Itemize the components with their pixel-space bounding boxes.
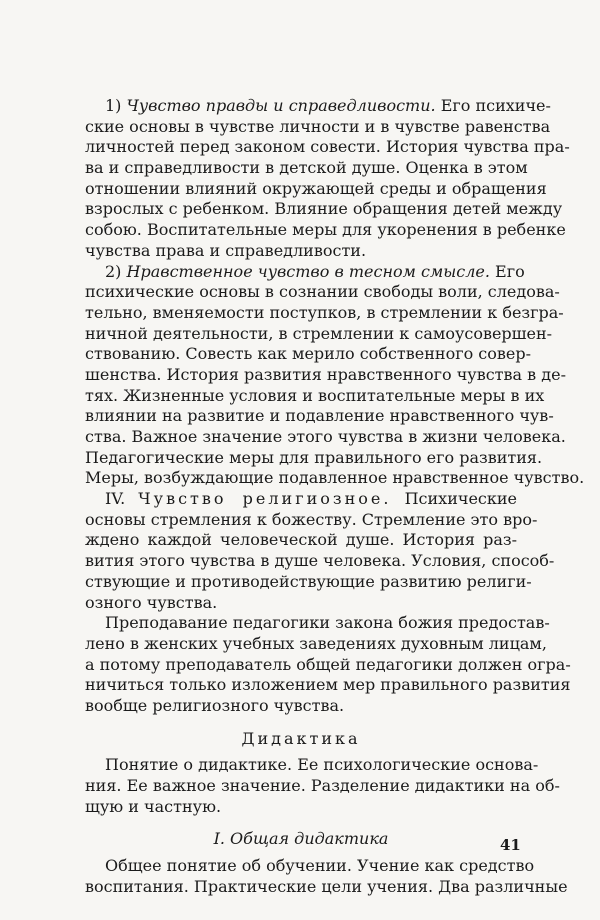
paragraph xyxy=(85,96,570,262)
text-line: влиянии на развитие и подавление нравственного чув- xyxy=(85,406,554,426)
paragraph xyxy=(85,261,585,490)
text-line: тельно, вменяемости поступков, в стремлении к безгра- xyxy=(85,302,564,322)
paragraph xyxy=(85,489,555,613)
text-line: щую и частную. xyxy=(85,796,222,816)
text-line: вообще религиозного чувства. xyxy=(85,695,345,715)
text-line: ствованию. Совесть как мерило собственного совер- xyxy=(85,344,532,364)
text-block xyxy=(85,96,585,897)
section-heading-general-didactics: I. Общая дидактика xyxy=(213,829,389,849)
text-line: чувства права и справедливости. xyxy=(85,240,367,260)
text-line: воспитания. Практические цели учения. Два различные xyxy=(85,876,568,896)
text-line: психические основы в сознании свободы воли, следова- xyxy=(85,282,560,302)
text-line: лено в женских учебных заведениях духовным лицам, xyxy=(85,633,547,653)
spacer xyxy=(85,717,517,729)
text-line: взрослых с ребенком. Влияние обращения детей между xyxy=(85,199,563,219)
text-line: шенства. История развития нравственного чувства в де- xyxy=(85,364,566,384)
text-line: ствующие и противодействующие развитию религи- xyxy=(85,571,532,591)
text-line: Общее понятие об обучении. Учение как средство xyxy=(105,856,535,876)
text-line: ва и справедливости в детской душе. Оценка в этом xyxy=(85,158,528,178)
text-line: Меры, возбуждающие подавленное нравственное чувство. xyxy=(85,468,585,488)
text-line: IV. Чувство религиозное. Психические xyxy=(105,489,518,509)
section-heading-didactics: Дидактика xyxy=(241,728,361,748)
text-line: 2) Нравственное чувство в тесном смысле. Его xyxy=(105,261,525,281)
text-line: ничной деятельности, в стремлении к самоусовершен- xyxy=(85,323,553,343)
text-line: Педагогические меры для правильного его развития. xyxy=(85,447,543,467)
text-line: ждено каждой человеческой душе. История раз- xyxy=(85,530,517,550)
text-line: Понятие о дидактике. Ее психологические основа- xyxy=(105,755,539,775)
text-line: основы стремления к божеству. Стремление это вро- xyxy=(85,509,538,529)
paragraph xyxy=(85,613,571,716)
text-line: ские основы в чувстве личности и в чувстве равенства xyxy=(85,116,551,136)
text-line: а потому преподаватель общей педагогики должен огра- xyxy=(85,654,571,674)
text-line: Преподавание педагогики закона божия предостав- xyxy=(105,613,550,633)
spacer xyxy=(85,817,517,829)
paragraph-general-didactics xyxy=(85,856,568,897)
text-line: ства. Важное значение этого чувства в жизни человека. xyxy=(85,427,566,446)
text-line: 1) Чувство правды и справедливости. Его психиче- xyxy=(105,96,551,115)
text-line: собою. Воспитательные меры для укоренения в ребенке xyxy=(85,220,566,240)
text-line: вития этого чувства в душе человека. Условия, способ- xyxy=(85,551,555,571)
page-number: 41 xyxy=(500,836,521,854)
text-line: озного чувства. xyxy=(85,592,218,612)
text-line: ния. Ее важное значение. Разделение дидактики на об- xyxy=(85,776,560,795)
text-line: отношении влияний окружающей среды и обращения xyxy=(85,178,547,198)
text-line: тях. Жизненные условия и воспитательные меры в их xyxy=(85,385,545,405)
text-line: ничиться только изложением мер правильного развития xyxy=(85,675,571,695)
text-line: личностей перед законом совести. История чувства пра- xyxy=(85,137,570,157)
paragraph-didactics xyxy=(85,755,560,817)
